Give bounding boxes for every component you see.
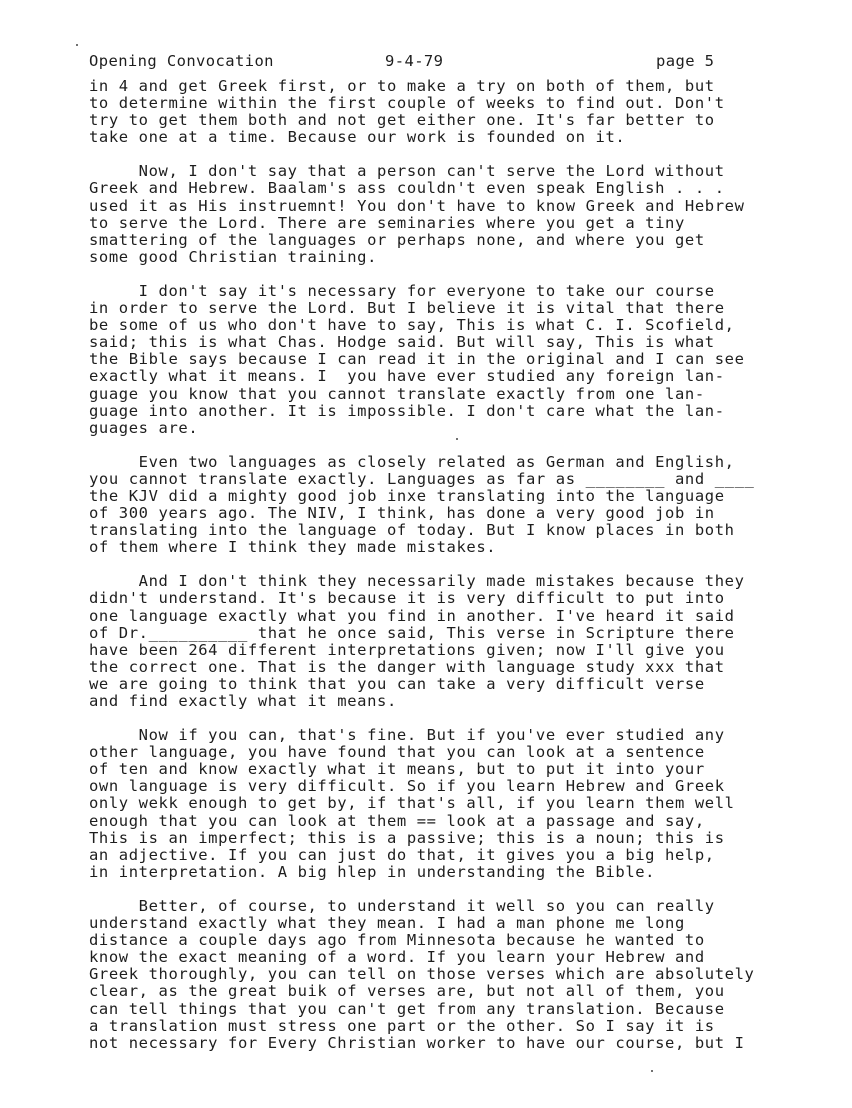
text-line: some good Christian training. <box>89 247 378 266</box>
text-line: in 4 and get Greek first, or to make a try on both of them, but <box>89 77 715 95</box>
paragraph-5 <box>89 573 789 710</box>
paragraph-4 <box>89 454 789 557</box>
text-line: guage you know that you cannot translate exactly from one lan- <box>89 384 705 403</box>
text-line: of them where I think they made mistakes. <box>89 538 497 557</box>
text-line: of 300 years ago. The NIV, I think, has done a very good job in <box>89 504 715 523</box>
text-line: other language, you have found that you can look at a sentence <box>89 743 705 762</box>
text-line: an adjective. If you can just do that, it gives you a big help, <box>89 845 715 864</box>
text-line: Greek and Hebrew. Baalam's ass couldn't even speak English . . . <box>89 179 725 198</box>
text-line: of ten and know exactly what it means, but to put it into your <box>89 760 705 779</box>
text-line: have been 264 different interpretations given; now I'll give you <box>89 640 725 659</box>
paragraph-3 <box>89 283 789 437</box>
text-line: not necessary for Every Christian worker to have our course, but I <box>89 1033 745 1052</box>
document-body <box>89 78 789 1069</box>
text-line: and find exactly what it means. <box>89 692 397 710</box>
text-line: try to get them both and not get either one. It's far better to <box>89 111 715 130</box>
header-page-number: page 5 <box>656 52 715 70</box>
paragraph-6 <box>89 727 789 881</box>
text-line: in order to serve the Lord. But I believe it is vital that there <box>89 299 725 318</box>
text-line: to determine within the first couple of weeks to find out. Don't <box>89 94 725 113</box>
text-line: know the exact meaning of a word. If you learn your Hebrew and <box>89 948 705 967</box>
text-line: used it as His instruemnt! You don't have to know Greek and Hebrew <box>89 196 745 215</box>
text-line: Better, of course, to understand it well so you can really <box>89 896 715 915</box>
paragraph-2 <box>89 163 789 266</box>
text-line: said; this is what Chas. Hodge said. But will say, This is what <box>89 333 715 352</box>
text-line: own language is very difficult. So if you learn Hebrew and Greek <box>89 777 725 796</box>
scan-speck <box>456 438 458 440</box>
text-line: of Dr.__________ that he once said, This verse in Scripture there <box>89 623 735 642</box>
text-line: understand exactly what they mean. I had a man phone me long <box>89 914 685 933</box>
text-line: I don't say it's necessary for everyone to take our course <box>89 281 715 300</box>
text-line: enough that you can look at them == look at a passage and say, <box>89 811 705 830</box>
text-line: exactly what it means. I you have ever studied any foreign lan- <box>89 367 725 386</box>
text-line: be some of us who don't have to say, This is what C. I. Scofield, <box>89 316 735 335</box>
text-line: clear, as the great buik of verses are, but not all of them, you <box>89 982 725 1001</box>
text-line: didn't understand. It's because it is very difficult to put into <box>89 589 725 608</box>
header-date: 9-4-79 <box>385 52 444 70</box>
text-line: smattering of the languages or perhaps none, and where you get <box>89 230 705 249</box>
text-line: we are going to think that you can take a very difficult verse <box>89 674 705 693</box>
text-line: This is an imperfect; this is a passive; this is a noun; this is <box>89 828 725 847</box>
text-line: the Bible says because I can read it in the original and I can see <box>89 350 745 369</box>
scan-speck <box>76 44 78 46</box>
text-line: the correct one. That is the danger with language study xxx that <box>89 657 725 676</box>
scan-speck <box>651 1070 653 1072</box>
paragraph-1 <box>89 78 789 146</box>
text-line: Now if you can, that's fine. But if you've ever studied any <box>89 726 725 745</box>
page-header <box>89 52 729 72</box>
text-line: And I don't think they necessarily made mistakes because they <box>89 572 745 591</box>
text-line: a translation must stress one part or the other. So I say it is <box>89 1016 715 1035</box>
text-line: one language exactly what you find in another. I've heard it said <box>89 606 735 625</box>
text-line: to serve the Lord. There are seminaries where you get a tiny <box>89 213 685 232</box>
text-line: guages are. <box>89 418 199 437</box>
text-line: you cannot translate exactly. Languages as far as ________ and ____ <box>89 469 755 488</box>
text-line: distance a couple days ago from Minnesota because he wanted to <box>89 931 705 950</box>
text-line: the KJV did a mighty good job inxe translating into the language <box>89 486 725 505</box>
text-line: Greek thoroughly, you can tell on those verses which are absolutely <box>89 965 755 984</box>
text-line: in interpretation. A big hlep in understanding the Bible. <box>89 862 656 881</box>
paragraph-7 <box>89 898 789 1052</box>
text-line: guage into another. It is impossible. I don't care what the lan- <box>89 401 725 420</box>
header-title: Opening Convocation <box>89 52 274 70</box>
text-line: take one at a time. Because our work is founded on it. <box>89 128 626 147</box>
text-line: Even two languages as closely related as German and English, <box>89 452 735 471</box>
text-line: Now, I don't say that a person can't serve the Lord without <box>89 162 725 181</box>
text-line: translating into the language of today. But I know places in both <box>89 521 735 540</box>
text-line: only wekk enough to get by, if that's all, if you learn them well <box>89 794 735 813</box>
text-line: can tell things that you can't get from any translation. Because <box>89 999 725 1018</box>
